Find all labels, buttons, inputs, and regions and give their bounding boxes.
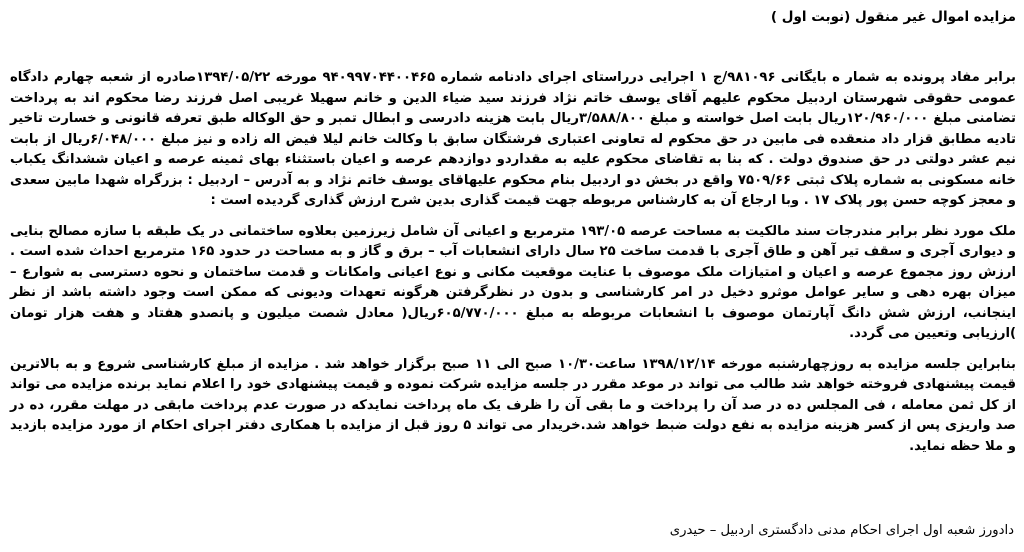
notice-title: مزایده اموال غیر منقول (نوبت اول )	[770, 9, 1016, 25]
notice-paragraph-property-valuation: ملک مورد نظر برابر مندرجات سند مالکیت به مساحت عرصه ۱۹۳/۰۵ مترمربع و اعیانی آن شامل زیرزمین بعلاوه ساختمانی در یک طبقه با سازه مصالح بنایی و دیواری آجری و سقف تیر آهن و طاق آجری با قدمت ساخت ۲۵ سال دارای انشعابات آب – برق و گاز و به مساحت در حدود ۱۶۵ مترمربع احداث شده است . ارزش روز مجموع عرصه و اعیان و امتیازات ملک موصوف با عنایت موقعیت مکانی و نوع اعیانی وامکانات و قدمت ساختمان و نحوه دسترسی به شوارع – میزان بهره دهی و سایر عوامل موثرو دخیل در امر کارشناسی و بدون در نظرگرفتن هرگونه تعهدات ودیونی که ممکن است وجود داشته باشد از نظر اینجانب، ارزش شش دانگ آپارتمان موصوف با انشعابات مربوطه به مبلغ ۶۰۵/۷۷۰/۰۰۰ریال( معادل شصت میلیون و پانصدو هفتاد و هفت هزار تومان )ارزیابی وتعیین می گردد.	[10, 223, 1017, 341]
notice-paragraph-case-details: برابر مفاد پرونده به شمار ه بایگانی ۹۸۱۰۹۶/ج ۱ اجرایی درراستای اجرای دادنامه شماره ۹۴۰۹۹۷۰۴۴۰۰۴۶۵ مورخه ۱۳۹۴/۰۵/۲۲صادره از شعبه چهارم دادگاه عمومی حقوقی شهرستان اردبیل محکوم علیهم آقای یوسف خاتم نژاد فرزند سید ضیاء الدین و خانم سهیلا غریبی اصل فرزند رضا محکوم اند به پرداخت تضامنی مبلغ ۱۲۰/۹۶۰/۰۰۰ریال بابت اصل خواسته و مبلغ ۳/۵۸۸/۸۰۰ریال بابت هزینه دادرسی و ابطال تمبر و حق الوکاله طبق تعرفه قانونی و خسارت تاخیر تادیه مطابق قزار داد منعقده فی مابین در حق محکوم له تعاونی اعتباری فرشتگان سابق با وکالت خانم لیلا فیض اله زاده و نیز مبلغ ۶/۰۴۸/۰۰۰ریال از بابت نیم عشر دولتی در حق صندوق دولت . که بنا به تقاضای محکوم علیه به مقداردو دوازدهم عرصه و اعیان باستثناء بهای ثمینه عرصه و اعیان ششدانگ یکباب خانه مسکونی به شماره پلاک ثبتی ۷۵۰۹/۶۶ واقع در بخش دو اردبیل بنام محکوم علیهاقای یوسف خاتم نژاد و به آدرس – اردبیل : بزرگراه شهدا مابین سعدی و معجز کوچه حسن پور پلاک ۱۷ . وبا ارجاع آن به کارشناس مربوطه جهت قیمت گذاری بدین شرح ارزش گذاری گردیده است :	[10, 70, 1016, 208]
notice-paragraph-auction-session: بنابراین جلسه مزایده به روزچهارشنبه مورخه ۱۳۹۸/۱۲/۱۴ ساعت۱۰/۳۰ صبح الی ۱۱ صبح برگزار خواهد شد . مزایده از مبلغ کارشناسی شروع و به بالاترین قیمت پیشنهادی فروخته خواهد شد طالب می تواند در موعد مقرر در جلسه مزایده شرکت نموده و قیمت پیشنهادی خود را اعلام نماید برنده مزایده می تواند از کل ثمن معامله ، فی المجلس ده در صد آن را پرداخت و ما بقی آن را ظرف یک ماه پرداخت نمایدکه در صورت عدم پرداخت مابقی در مهلت مقرر، ده در صد واریزی پس از کسر هزینه مزایده به نفع دولت ضبط خواهد شد.خریدار می تواند ۵ روز قبل از مزایده با همکاری دفتر اجرای احکام از مورد مزایده بازدید و ملا حظه نماید.	[10, 356, 1017, 454]
notice-signature: دادورز شعبه اول اجرای احکام مدنی دادگستری اردبیل – حیدری	[669, 523, 1014, 538]
